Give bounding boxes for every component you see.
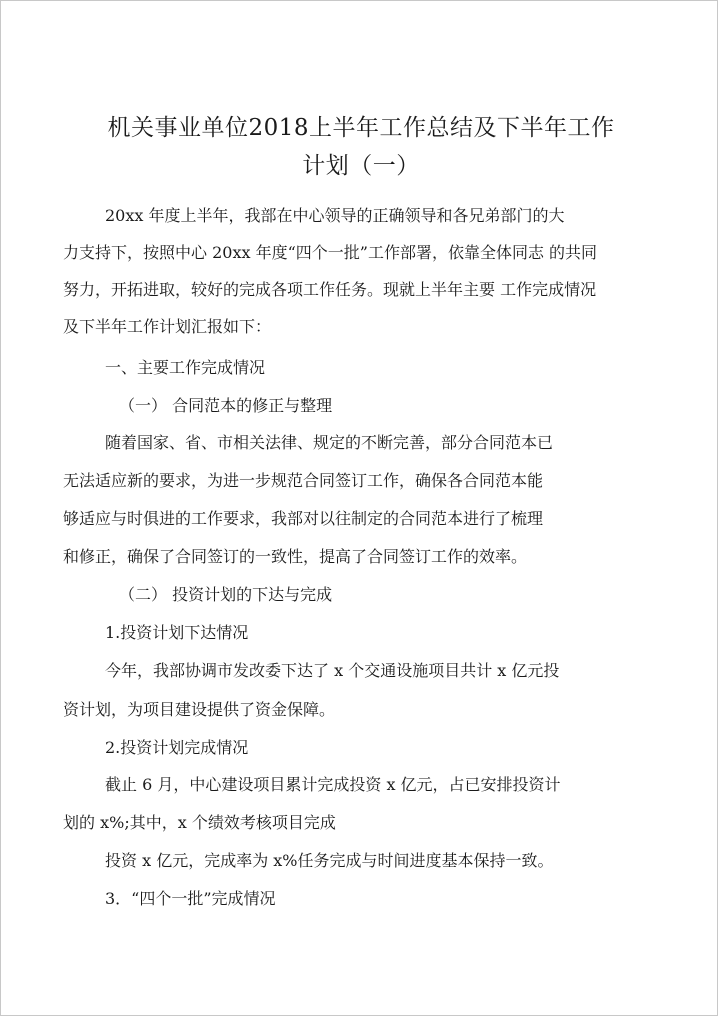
item-heading-1: 1.投资计划下达情况 bbox=[105, 623, 249, 642]
paragraph-3-line-2: 资计划，为项目建设提供了资金保障。 bbox=[63, 700, 336, 719]
paragraph-1-line-3: 努力，开拓进取，较好的完成各项工作任务。现就上半年主要 工作完成情况 bbox=[63, 280, 597, 299]
subsection-heading-1: （一） 合同范本的修正与整理 bbox=[119, 396, 333, 415]
paragraph-2-line-3: 够适应与时俱进的工作要求，我部对以往制定的合同范本进行了梳理 bbox=[63, 509, 544, 528]
paragraph-1-line-2: 力支持下，按照中心 20xx 年度“四个一批”工作部署，依靠全体同志 的共同 bbox=[63, 243, 598, 262]
paragraph-2-line-4: 和修正，确保了合同签订的一致性，提高了合同签订工作的效率。 bbox=[63, 547, 528, 566]
paragraph-4-line-1: 截止 6 月，中心建设项目累计完成投资 x 亿元，占已安排投资计 bbox=[105, 775, 561, 794]
paragraph-2-line-2: 无法适应新的要求，为进一步规范合同签订工作，确保各合同范本能 bbox=[63, 471, 544, 490]
paragraph-4-line-3: 投资 x 亿元，完成率为 x%任务完成与时间进度基本保持一致。 bbox=[105, 851, 554, 870]
paragraph-1-line-4: 及下半年工作计划汇报如下： bbox=[63, 317, 272, 336]
paragraph-4-line-2: 划的 x%;其中，x 个绩效考核项目完成 bbox=[63, 813, 336, 832]
document-title-line-2: 计划（一） bbox=[302, 153, 420, 179]
document-title-line-1: 机关事业单位2018上半年工作总结及下半年工作 bbox=[107, 115, 615, 141]
paragraph-3-line-1: 今年，我部协调市发改委下达了 x 个交通设施项目共计 x 亿元投 bbox=[105, 661, 560, 680]
item-heading-3: 3．“四个一批”完成情况 bbox=[105, 889, 276, 908]
paragraph-1-line-1: 20xx 年度上半年，我部在中心领导的正确领导和各兄弟部门的大 bbox=[105, 206, 565, 225]
paragraph-2-line-1: 随着国家、省、市相关法律、规定的不断完善，部分合同范本已 bbox=[105, 433, 554, 452]
item-heading-2: 2.投资计划完成情况 bbox=[105, 738, 249, 757]
subsection-heading-2: （二） 投资计划的下达与完成 bbox=[119, 585, 333, 604]
section-heading-1: 一、主要工作完成情况 bbox=[105, 358, 266, 377]
